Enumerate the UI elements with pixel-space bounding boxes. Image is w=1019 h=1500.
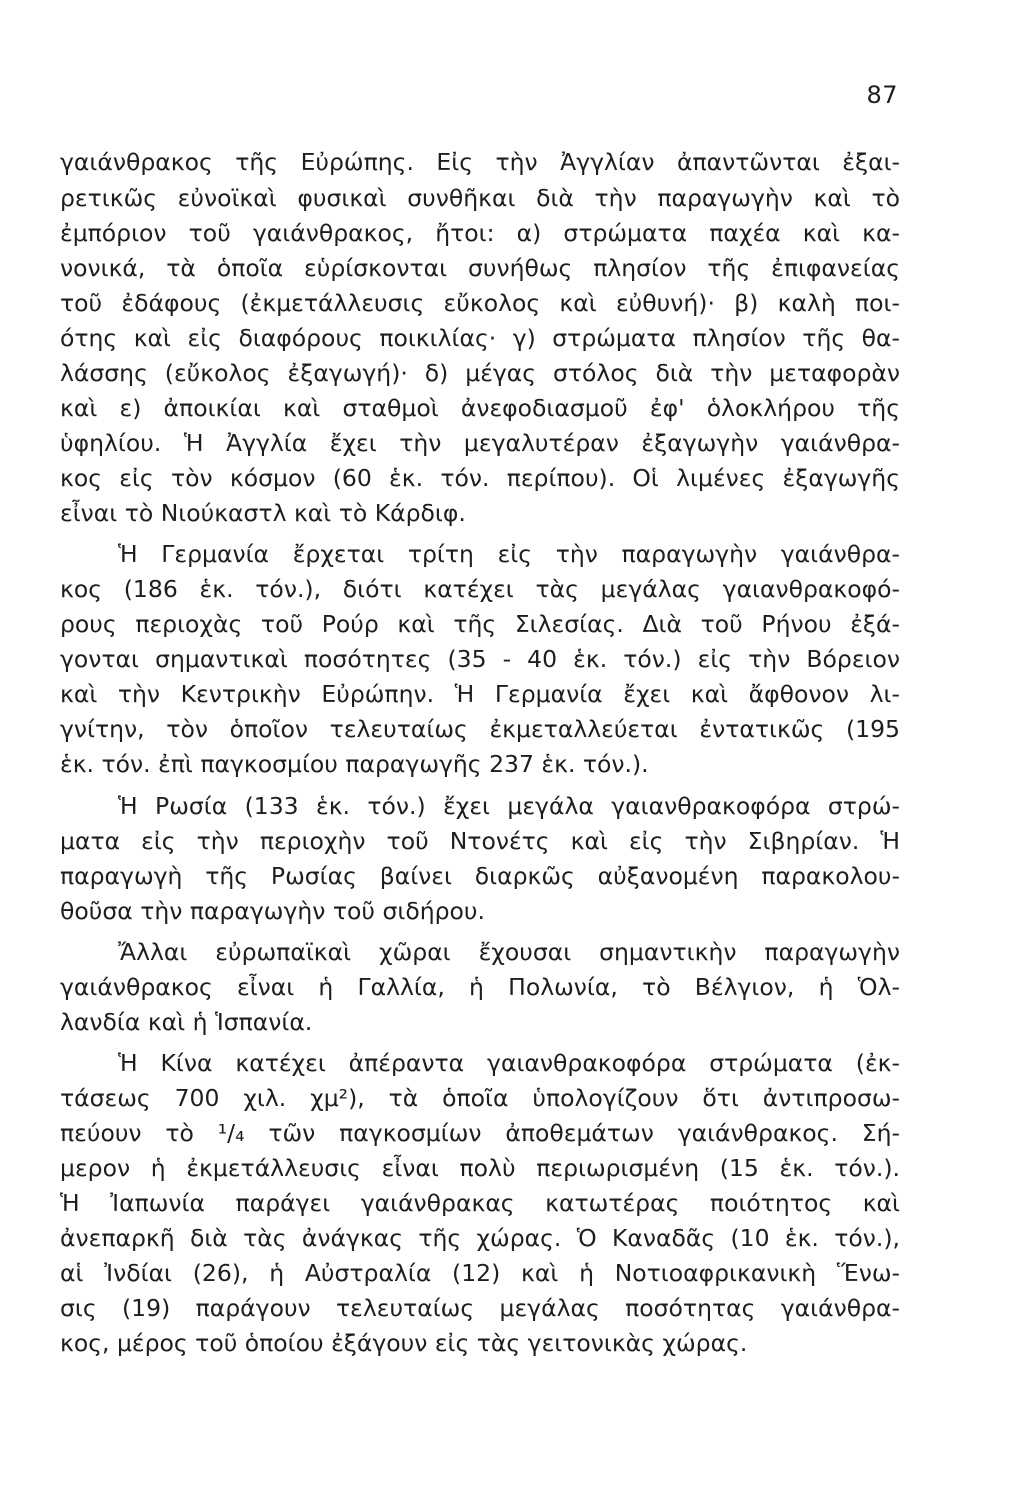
- text-line: ματα εἰς τὴν περιοχὴν τοῦ Ντονέτς καὶ εἰς τὴν Σιβηρίαν. Ἡ: [60, 827, 900, 855]
- page-number: 87: [866, 81, 898, 109]
- text-line: σις (19) παράγουν τελευταίως μεγάλας ποσότητας γαιάνθρα-: [60, 1294, 900, 1322]
- text-line: λάσσης (εὔκολος ἐξαγωγή)· δ) μέγας στόλος διὰ τὴν μεταφορὰν: [60, 359, 900, 387]
- text-line: καὶ ε) ἀποικίαι καὶ σταθμοὶ ἀνεφοδιασμοῦ ἐφ' ὁλοκλήρου τῆς: [60, 394, 900, 422]
- text-line: εἶναι τὸ Νιούκαστλ καὶ τὸ Κάρδιφ.: [60, 499, 466, 527]
- text-line: κος, μέρος τοῦ ὁποίου ἐξάγουν εἰς τὰς γειτονικὰς χώρας.: [60, 1329, 748, 1357]
- paragraph-start: Ἡ Ρωσία (133 ἑκ. τόν.) ἔχει μεγάλα γαιανθρακοφόρα στρώ-: [118, 792, 900, 820]
- text-line: κος (186 ἑκ. τόν.), διότι κατέχει τὰς μεγάλας γαιανθρακοφό-: [60, 575, 900, 603]
- text-line: ἑκ. τόν. ἐπὶ παγκοσμίου παραγωγῆς 237 ἑκ. τόν.).: [60, 750, 649, 778]
- text-line: γαιάνθρακος τῆς Εὐρώπης. Εἰς τὴν Ἀγγλίαν ἀπαντῶνται ἐξαι-: [60, 148, 900, 176]
- text-line: τάσεως 700 χιλ. χμ²), τὰ ὁποῖα ὑπολογίζουν ὅτι ἀντιπροσω-: [60, 1084, 900, 1112]
- text-line: λανδία καὶ ἡ Ἱσπανία.: [60, 1008, 313, 1036]
- paragraph-start: Ἡ Γερμανία ἔρχεται τρίτη εἰς τὴν παραγωγὴν γαιάνθρα-: [118, 540, 900, 568]
- text-line: νονικά, τὰ ὁποῖα εὑρίσκονται συνήθως πλησίον τῆς ἐπιφανείας: [60, 254, 900, 282]
- text-line: ρετικῶς εὐνοϊκαὶ φυσικαὶ συνθῆκαι διὰ τὴν παραγωγὴν καὶ τὸ: [60, 184, 900, 212]
- text-line: ρους περιοχὰς τοῦ Ρούρ καὶ τῆς Σιλεσίας. Διὰ τοῦ Ρήνου ἐξά-: [60, 610, 900, 638]
- text-line: ότης καὶ εἰς διαφόρους ποικιλίας· γ) στρώματα πλησίον τῆς θα-: [60, 324, 900, 352]
- text-line: παραγωγὴ τῆς Ρωσίας βαίνει διαρκῶς αὐξανομένη παρακολου-: [60, 862, 900, 890]
- text-line: μερον ἡ ἐκμετάλλευσις εἶναι πολὺ περιωρισμένη (15 ἑκ. τόν.).: [60, 1154, 900, 1182]
- text-line: καὶ τὴν Κεντρικὴν Εὐρώπην. Ἡ Γερμανία ἔχει καὶ ἄφθονον λι-: [60, 680, 900, 708]
- text-line: ἀνεπαρκῆ διὰ τὰς ἀνάγκας τῆς χώρας. Ὁ Καναδᾶς (10 ἑκ. τόν.),: [60, 1224, 900, 1252]
- text-line: πεύουν τὸ ¹/₄ τῶν παγκοσμίων ἀποθεμάτων γαιάνθρακος. Σή-: [60, 1119, 900, 1147]
- paragraph-start: Ἄλλαι εὐρωπαϊκαὶ χῶραι ἔχουσαι σημαντικὴν παραγωγὴν: [118, 938, 900, 966]
- text-line: Ἡ Ἰαπωνία παράγει γαιάνθρακας κατωτέρας ποιότητος καὶ: [60, 1189, 900, 1217]
- text-line: τοῦ ἐδάφους (ἐκμετάλλευσις εὔκολος καὶ εὐθυνή)· β) καλὴ ποι-: [60, 289, 900, 317]
- text-line: κος εἰς τὸν κόσμον (60 ἑκ. τόν. περίπου). Οἱ λιμένες ἐξαγωγῆς: [60, 464, 900, 492]
- text-line: γαιάνθρακος εἶναι ἡ Γαλλία, ἡ Πολωνία, τὸ Βέλγιον, ἡ Ὁλ-: [60, 973, 900, 1001]
- text-line: ἐμπόριον τοῦ γαιάνθρακος, ἤτοι: α) στρώματα παχέα καὶ κα-: [60, 219, 900, 247]
- text-line: ὑφηλίου. Ἡ Ἀγγλία ἔχει τὴν μεγαλυτέραν ἐξαγωγὴν γαιάνθρα-: [60, 429, 900, 457]
- text-line: γονται σημαντικαὶ ποσότητες (35 - 40 ἑκ. τόν.) εἰς τὴν Βόρειον: [60, 645, 900, 673]
- paragraph-start: Ἡ Κίνα κατέχει ἀπέραντα γαιανθρακοφόρα στρώματα (ἐκ-: [118, 1049, 900, 1077]
- text-line: γνίτην, τὸν ὁποῖον τελευταίως ἐκμεταλλεύεται ἐντατικῶς (195: [60, 715, 900, 743]
- text-line: θοῦσα τὴν παραγωγὴν τοῦ σιδήρου.: [60, 897, 485, 925]
- text-line: αἱ Ἰνδίαι (26), ἡ Αὐστραλία (12) καὶ ἡ Νοτιοαφρικανικὴ Ἕνω-: [60, 1259, 900, 1287]
